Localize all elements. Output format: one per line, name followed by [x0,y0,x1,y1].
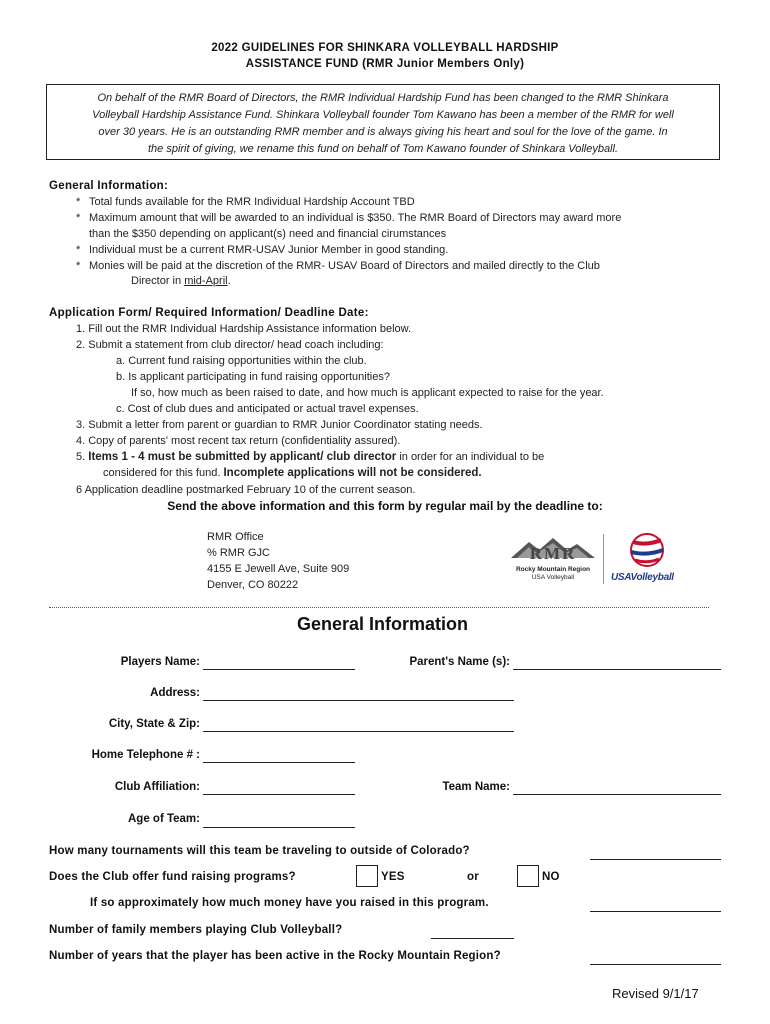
usav-logo [611,532,691,588]
application-heading: Application Form/ Required Information/ Deadline Date: [49,307,369,319]
item-5-number: 5. [76,451,86,463]
no-label: NO [542,871,560,883]
item-5-bold: Items 1 - 4 must be submitted by applicant/ club director [88,451,397,463]
bullet-star: * [76,244,81,256]
money-raised-field[interactable] [590,911,721,912]
item-5-cont-text: considered for this fund. [103,467,224,479]
application-item-4: 4. Copy of parents' most recent tax return (confidentiality assured). [76,435,401,447]
city-state-zip-label: City, State & Zip: [108,718,200,730]
rmr-logo-sub1: Rocky Mountain Region [515,566,591,573]
parents-name-label: Parent's Name (s): [409,656,510,668]
parents-name-field[interactable] [513,669,721,670]
doc-title-line1: 2022 GUIDELINES FOR SHINKARA VOLLEYBALL HARDSHIP [211,42,559,54]
intro-line-4: the spirit of giving, we rename this fund on behalf of Tom Kawano founder of Shinkara Volleyball. [147,143,619,155]
general-info-bullet-4-cont [131,275,231,287]
bullet-cont-post: . [227,275,231,287]
general-info-bullet-4 [76,260,600,272]
no-checkbox[interactable] [517,865,539,887]
bullet-text: Maximum amount that will be awarded to an individual is $350. The RMR Board of Directors may award more [89,212,622,224]
general-info-bullet-2-cont: than the $350 depending on applicant(s) need and financial cirumstances [89,228,447,240]
general-info-bullet-2 [76,212,622,224]
team-name-field[interactable] [513,794,721,795]
doc-title-line2: ASSISTANCE FUND (RMR Junior Members Only) [245,58,525,70]
city-state-zip-field[interactable] [203,731,514,732]
tournaments-question: How many tournaments will this team be traveling to outside of Colorado? [49,845,470,857]
address-line-3: 4155 E Jewell Ave, Suite 909 [207,563,350,575]
rmr-logo [507,536,599,584]
tournaments-field[interactable] [590,859,721,860]
money-raised-question: If so approximately how much money have you raised in this program. [90,897,489,909]
intro-line-2: Volleyball Hardship Assistance Fund. Shinkara Volleyball founder Tom Kawano has been a member of the RMR for well [92,109,674,121]
players-name-label: Players Name: [120,656,200,668]
bullet-star: * [76,212,81,224]
revised-date: Revised 9/1/17 [612,986,699,1001]
application-item-1: 1. Fill out the RMR Individual Hardship Assistance information below. [76,323,412,335]
bullet-text: Total funds available for the RMR Individual Hardship Account TBD [89,196,415,208]
application-item-2b-cont: If so, how much as been raised to date, and how much is applicant expected to raise for the year. [131,387,604,399]
general-info-bullet-1 [76,196,415,208]
address-line-4: Denver, CO 80222 [207,579,299,591]
years-active-question: Number of years that the player has been active in the Rocky Mountain Region? [49,950,501,962]
logo-divider [603,534,604,584]
home-telephone-label: Home Telephone # : [91,749,200,761]
mid-april-text: mid-April [184,275,228,287]
family-members-field[interactable] [431,938,514,939]
club-affiliation-label: Club Affiliation: [114,781,200,793]
bullet-text: Individual must be a current RMR-USAV Junior Member in good standing. [89,244,449,256]
bullet-star: * [76,260,81,272]
form-title: General Information [296,614,469,634]
application-item-5-cont [103,467,482,479]
club-affiliation-field[interactable] [203,794,355,795]
bullet-cont-pre: Director in [131,275,185,287]
intro-box [46,84,720,160]
item-5-rest: in order for an individual to be [396,451,545,463]
or-label: or [467,871,479,883]
rmr-logo-text: RMR [529,544,577,563]
application-item-2b: b. Is applicant participating in fund raising opportunities? [116,371,390,383]
application-item-6: 6 Application deadline postmarked February 10 of the current season. [76,484,416,496]
general-info-bullet-3 [76,244,449,256]
section-divider [49,607,709,608]
mail-heading: Send the above information and this form by regular mail by the deadline to: [167,499,603,513]
item-5-cont-bold: Incomplete applications will not be considered. [223,467,482,479]
address-line-1: RMR Office [207,531,264,543]
application-item-2c: c. Cost of club dues and anticipated or actual travel expenses. [116,403,419,415]
fundraising-question: Does the Club offer fund raising programs? [49,871,296,883]
intro-line-3: over 30 years. He is an outstanding RMR member and is always giving his heart and soul for the love of the game. In [98,126,668,138]
application-item-5 [76,451,544,463]
home-telephone-field[interactable] [203,762,355,763]
years-active-field[interactable] [590,964,721,965]
players-name-field[interactable] [203,669,355,670]
intro-line-1: On behalf of the RMR Board of Directors, the RMR Individual Hardship Fund has been changed to the RMR Shinkara [97,92,669,104]
address-label: Address: [150,687,200,699]
yes-checkbox[interactable] [356,865,378,887]
volleyball-icon [611,532,691,572]
application-item-3: 3. Submit a letter from parent or guardian to RMR Junior Coordinator stating needs. [76,419,483,431]
application-item-2a: a. Current fund raising opportunities within the club. [116,355,367,367]
team-name-label: Team Name: [442,781,510,793]
address-field[interactable] [203,700,514,701]
rmr-logo-sub2: USA Volleyball [531,574,575,581]
age-of-team-label: Age of Team: [128,813,200,825]
general-info-heading: General Information: [49,180,169,192]
usav-logo-text: USAVolleyball [611,572,674,583]
yes-label: YES [381,871,405,883]
family-members-question: Number of family members playing Club Volleyball? [49,924,343,936]
application-item-2: 2. Submit a statement from club director/ head coach including: [76,339,384,351]
address-line-2: % RMR GJC [207,547,270,559]
age-of-team-field[interactable] [203,827,355,828]
bullet-star: * [76,196,81,208]
bullet-text: Monies will be paid at the discretion of the RMR- USAV Board of Directors and mailed directly to the Club [89,260,600,272]
